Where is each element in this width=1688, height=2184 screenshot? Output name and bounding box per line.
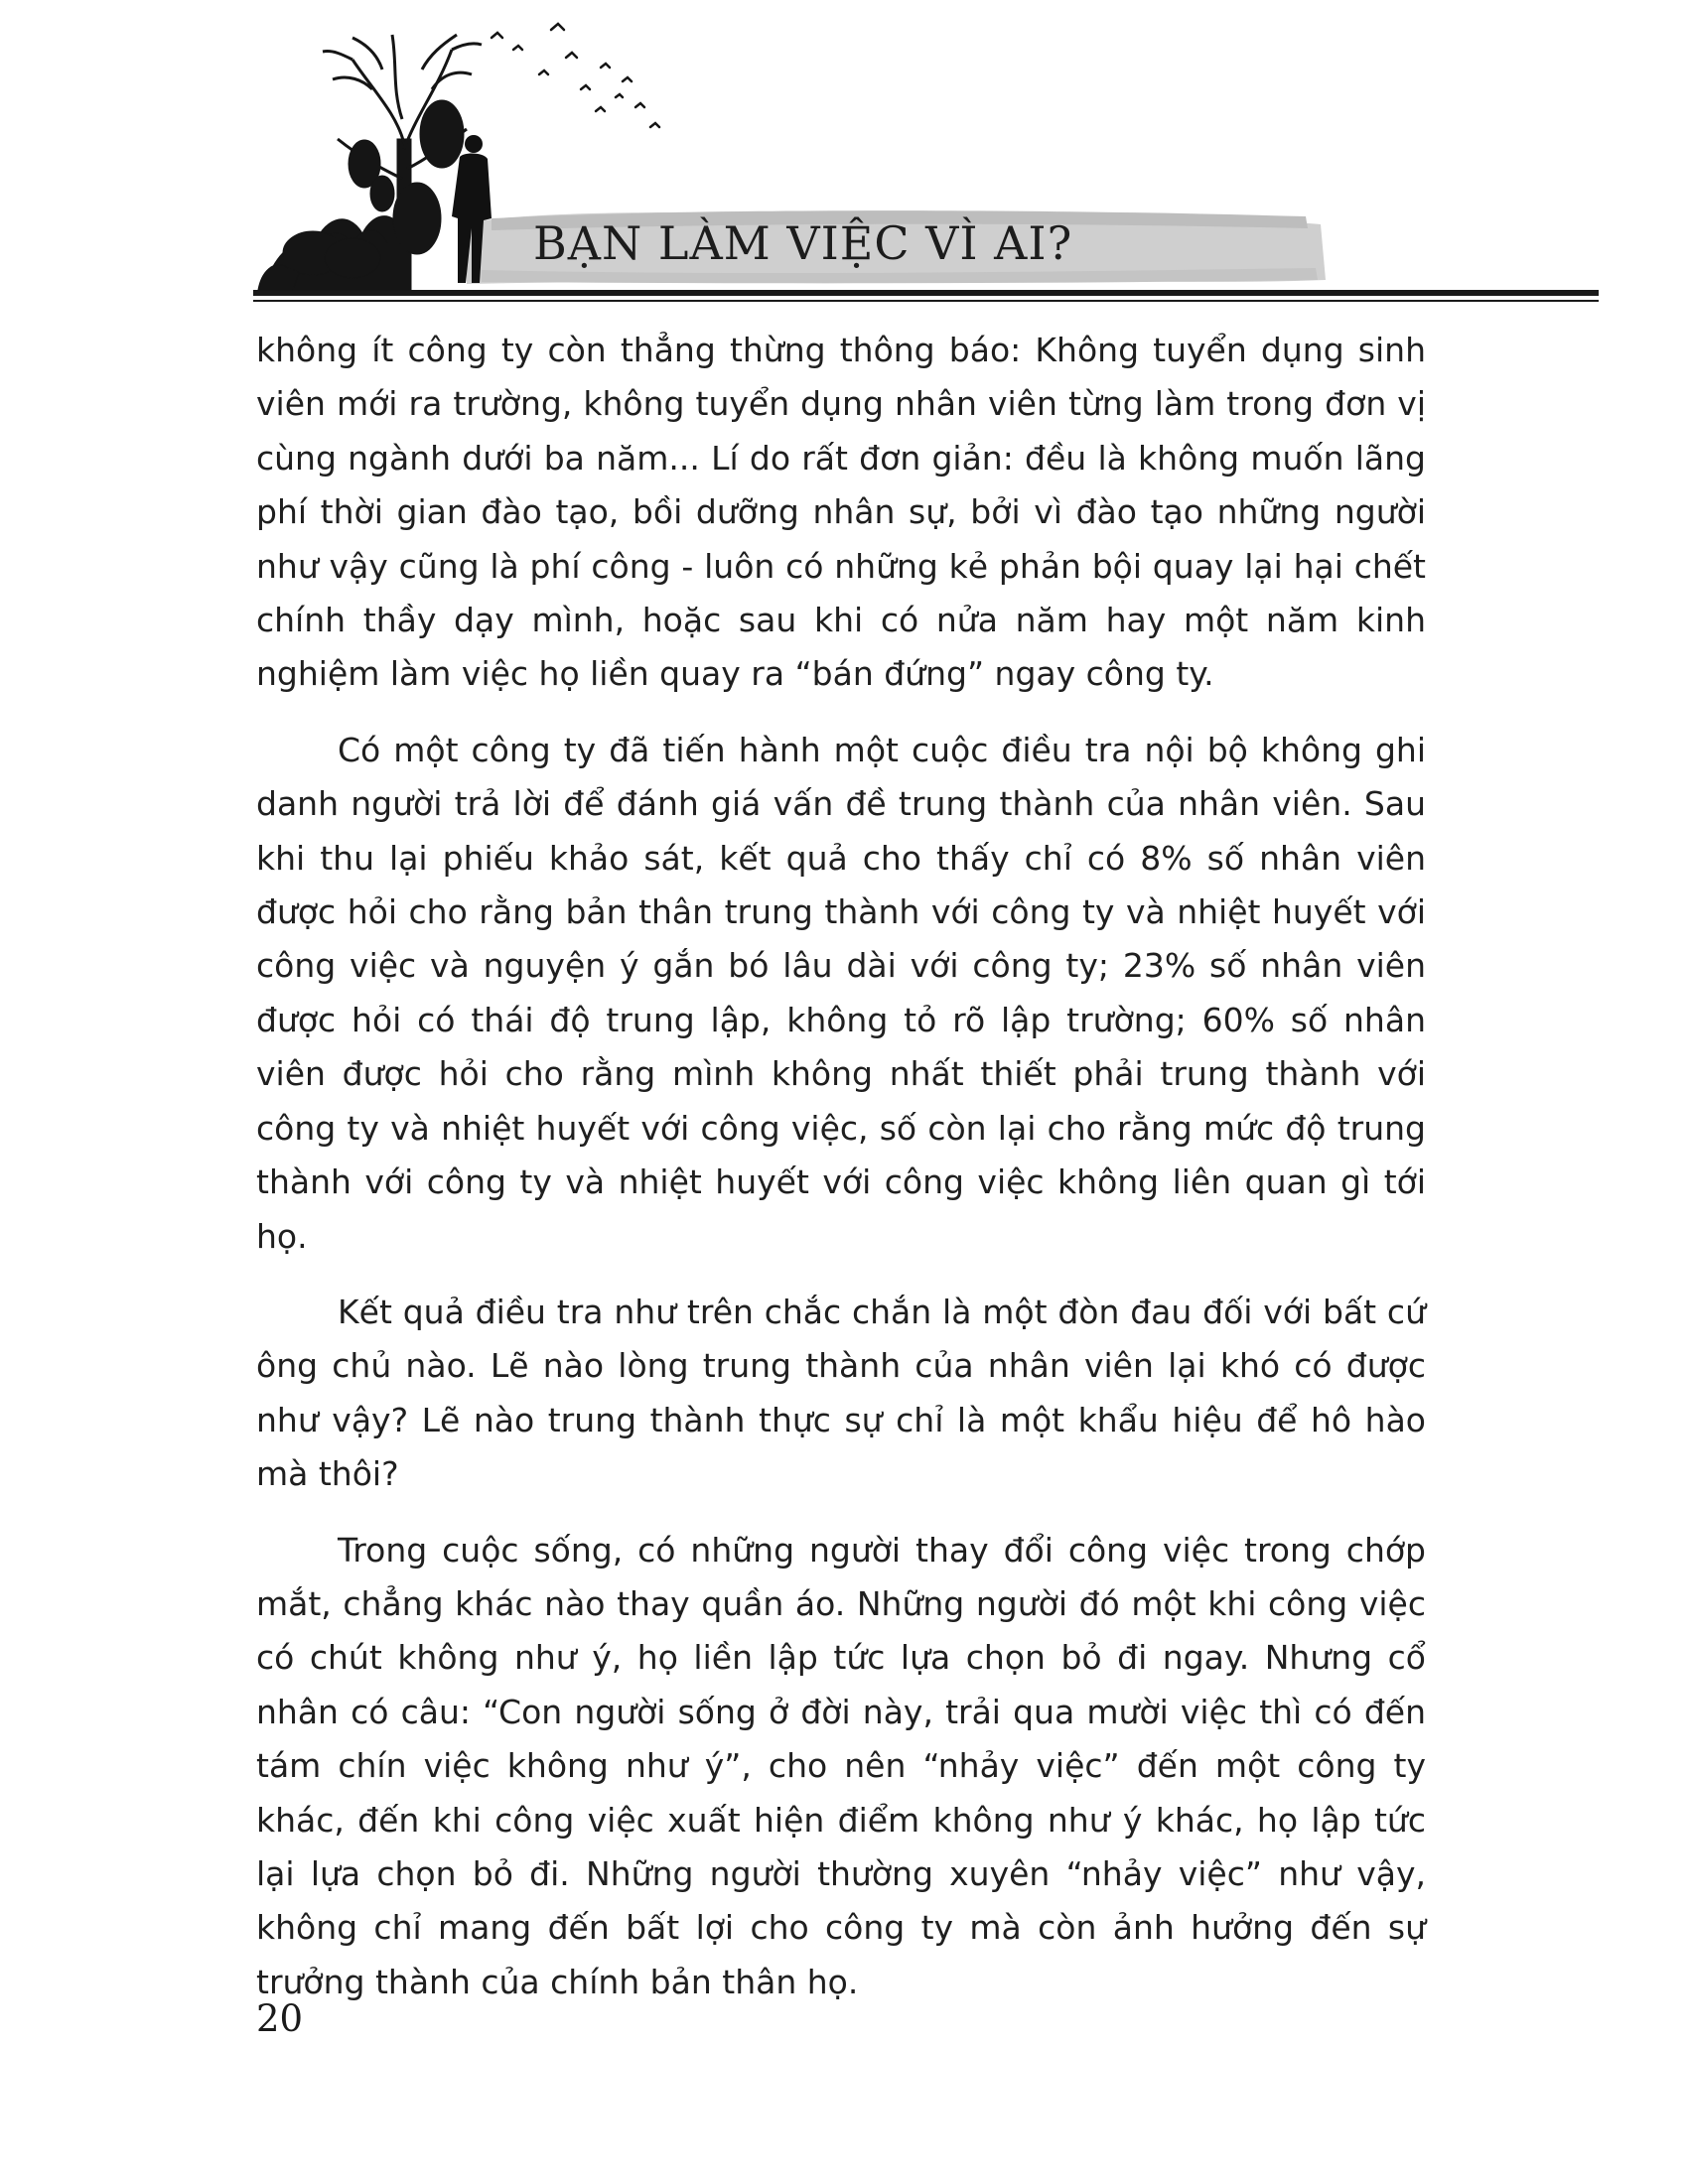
paragraph: Có một công ty đã tiến hành một cuộc điều tra nội bộ không ghi danh người trả lời để đánh giá vấn đề trung thành của nhân viên. Sau khi thu lại phiếu khảo sát, kết quả cho thấy chỉ có 8% số nhân viên được hỏi cho rằng bản thân trung thành với công ty và nhiệt huyết với công việc và nguyện ý gắn bó lâu dài với công ty; 23% số nhân viên được hỏi có thái độ trung lập, không tỏ rõ lập trường; 60% số nhân viên được hỏi cho rằng mình không nhất thiết phải trung thành với công ty và nhiệt huyết với công việc, số còn lại cho rằng mức độ trung thành với công ty và nhiệt huyết với công việc không liên quan gì tới họ. bbox=[256, 730, 1426, 1256]
page-number: 20 bbox=[256, 1997, 304, 2040]
running-title: BẠN LÀM VIỆC VÌ AI? bbox=[533, 216, 1073, 270]
birds-illustration bbox=[492, 24, 659, 127]
header-rule-thin bbox=[253, 300, 1599, 302]
paragraph: Kết quả điều tra như trên chắc chắn là một đòn đau đối với bất cứ ông chủ nào. Lẽ nào lòng trung thành của nhân viên lại khó có được như vậy? Lẽ nào trung thành thực sự chỉ là một khẩu hiệu để hô hào mà thôi? bbox=[256, 1292, 1426, 1494]
header-rule-thick bbox=[253, 290, 1599, 296]
page-header bbox=[253, 20, 1599, 308]
paragraph-continued: không ít công ty còn thẳng thừng thông báo: Không tuyển dụng sinh viên mới ra trường, không tuyển dụng nhân viên từng làm trong đơn vị cùng ngành dưới ba năm... Lí do rất đơn giản: đều là không muốn lãng phí thời gian đào tạo, bồi dưỡng nhân sự, bởi vì đào tạo những người như vậy cũng là phí công - luôn có những kẻ phản bội quay lại hại chết chính thầy dạy mình, hoặc sau khi có nửa năm hay một năm kinh nghiệm làm việc họ liền quay ra “bán đứng” ngay công ty. bbox=[256, 331, 1426, 694]
body-text bbox=[256, 324, 1426, 2031]
paragraph: Trong cuộc sống, có những người thay đổi công việc trong chớp mắt, chẳng khác nào thay quần áo. Những người đó một khi công việc có chút không như ý, họ liền lập tức lựa chọn bỏ đi ngay. Nhưng cổ nhân có câu: “Con người sống ở đời này, trải qua mười việc thì có đến tám chín việc không như ý”, cho nên “nhảy việc” đến một công ty khác, đến khi công việc xuất hiện điểm không như ý khác, họ lập tức lại lựa chọn bỏ đi. Những người thường xuyên “nhảy việc” như vậy, không chỉ mang đến bất lợi cho công ty mà còn ảnh hưởng đến sự trưởng thành của chính bản thân họ. bbox=[256, 1530, 1426, 2001]
tree-silhouette-illustration bbox=[258, 35, 482, 290]
